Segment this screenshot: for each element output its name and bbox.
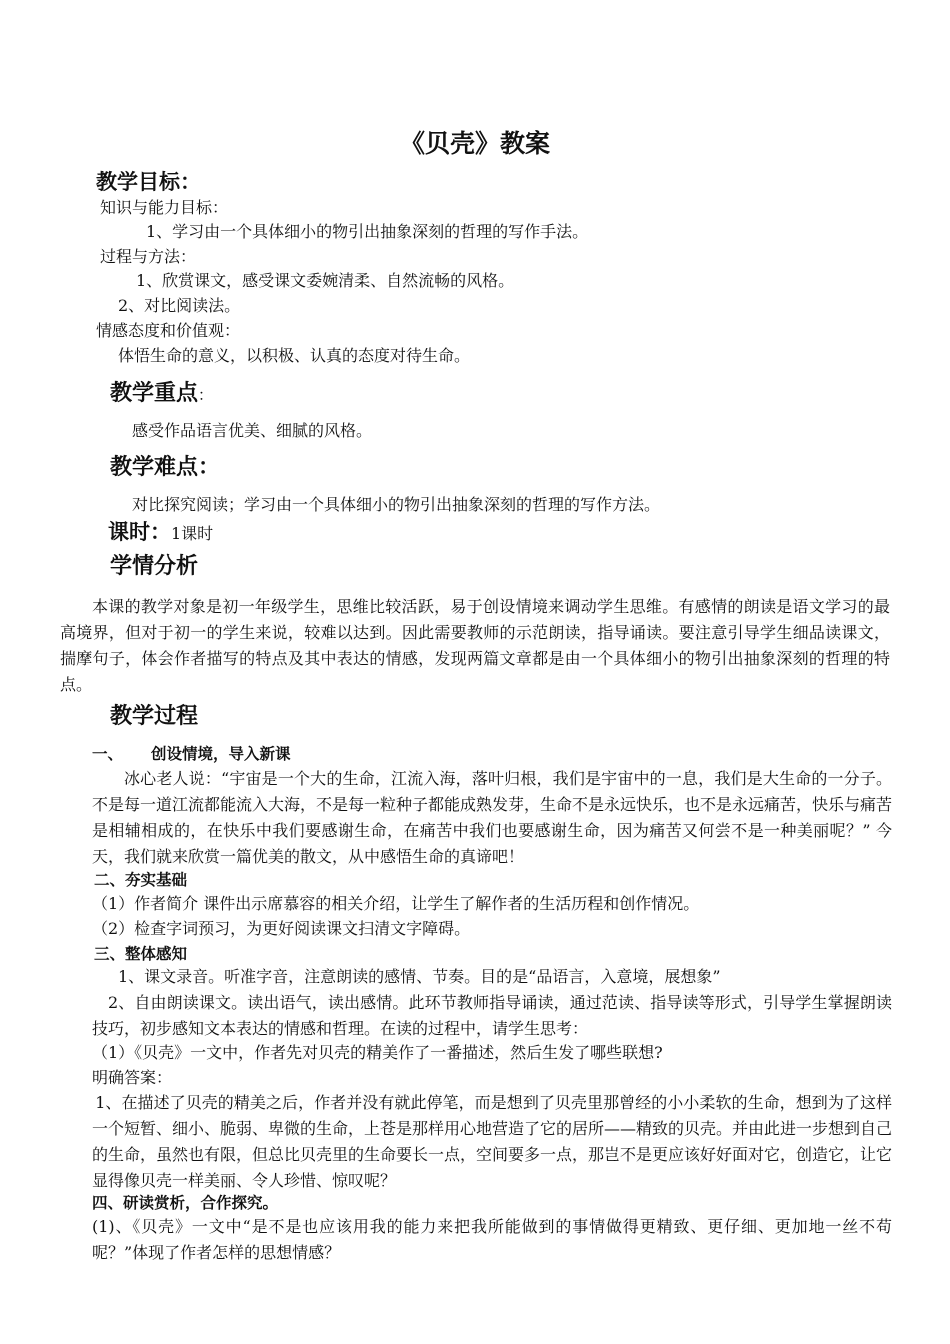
section-2-item-2: （2）检查字词预习，为更好阅读课文扫清文字障碍。: [92, 919, 471, 938]
hours-value: 1课时: [171, 524, 214, 543]
process-item-1: 1、欣赏课文，感受课文委婉清柔、自然流畅的风格。: [136, 271, 515, 290]
answer-label: 明确答案：: [92, 1068, 173, 1087]
process-heading: 教学过程: [110, 704, 199, 729]
emotion-label: 情感态度和价值观：: [96, 321, 241, 340]
section-3-item-2: 2、自由朗读课文。读出语气，读出感情。此环节教师指导诵读，通过范读、指导读等形式，引导学生掌握朗读技巧，初步感知文本表达的情感和哲理。在读的过程中，请学生思考：: [92, 993, 892, 1038]
key-points-heading: 教学重点: [110, 381, 199, 406]
knowledge-item-1: 1、学习由一个具体细小的物引出抽象深刻的哲理的写作手法。: [146, 222, 589, 241]
process-item-2: 2、对比阅读法。: [118, 296, 241, 315]
section-1-title: 创设情境，导入新课: [151, 745, 291, 763]
key-points-heading-line: [110, 380, 213, 408]
section-3-item-1: 1、课文录音。听准字音，注意朗读的感情、节奏。目的是“品语言，入意境，展想象”: [118, 967, 721, 986]
section-2-title: 二、夯实基础: [94, 871, 188, 889]
section-1-title-line: [92, 744, 291, 764]
analysis-paragraph: 本课的教学对象是初一年级学生，思维比较活跃，易于创设情境来调动学生思维。有感情的朗读是语文学习的最高境界，但对于初一的学生来说，较难以达到。因此需要教师的示范朗读，指导诵读。要注意引导学生细品读课文，揣摩句子，体会作者描写的特点及其中表达的情感，发现两篇文章都是由一个具体细小的物引出抽象深刻的哲理的特点。: [60, 597, 890, 694]
key-points-text: 感受作品语言优美、细腻的风格。: [132, 421, 373, 440]
analysis-heading: 学情分析: [110, 554, 199, 579]
section-1-paragraph: 冰心老人说：“宇宙是一个大的生命，江流入海，落叶归根，我们是宇宙中的一息，我们是大生命的一分子。不是每一道江流都能流入大海，不是每一粒种子都能成熟发芽，生命不是永远快乐，也不是永远痛苦，快乐与痛苦是相辅相成的，在快乐中我们要感谢生命，在痛苦中我们也要感谢生命，因为痛苦又何尝不是一种美丽呢？” 今天，我们就来欣赏一篇优美的散文，从中感悟生命的真谛吧！: [92, 769, 893, 866]
section-4-title: 四、研读赏析，合作探究。: [92, 1194, 279, 1212]
key-points-colon: ：: [198, 386, 214, 404]
section-2-item-1: （1）作者简介 课件出示席慕容的相关介绍，让学生了解作者的生活历程和创作情况。: [92, 894, 700, 913]
section-3-title: 三、整体感知: [94, 945, 188, 963]
difficulties-heading: 教学难点：: [110, 455, 221, 480]
hours-label: 课时：: [108, 520, 171, 544]
hours-line: [108, 518, 213, 548]
difficulties-text: 对比探究阅读；学习由一个具体细小的物引出抽象深刻的哲理的写作方法。: [132, 495, 661, 514]
emotion-item-1: 体悟生命的意义，以积极、认真的态度对待生命。: [118, 346, 471, 365]
objectives-heading: 教学目标：: [96, 170, 201, 194]
section-4-question: (1)、《贝壳》一文中“是不是也应该用我的能力来把我所能做到的事情做得更精致、更仔细、更加地一丝不苟呢？”体现了作者怎样的思想情感？: [92, 1217, 892, 1262]
knowledge-label: 知识与能力目标：: [100, 198, 229, 217]
answer-paragraph: 1、在描述了贝壳的精美之后，作者并没有就此停笔，而是想到了贝壳里那曾经的小小柔软的生命，想到为了这样一个短暂、细小、脆弱、卑微的生命，上苍是那样用心地营造了它的居所——精致的贝壳。并由此进一步想到自己的生命，虽然也有限，但总比贝壳里的生命要长一点，空间要多一点，那岂不是更应该好好面对它，创造它，让它显得像贝壳一样美丽、令人珍惜、惊叹呢？: [92, 1093, 893, 1190]
page-title: 《贝壳》教案: [399, 129, 550, 158]
section-3-question: （1）《贝壳》一文中，作者先对贝壳的精美作了一番描述，然后生发了哪些联想?: [92, 1043, 663, 1062]
process-label: 过程与方法：: [100, 247, 197, 266]
section-1-number: 一、: [92, 745, 124, 763]
